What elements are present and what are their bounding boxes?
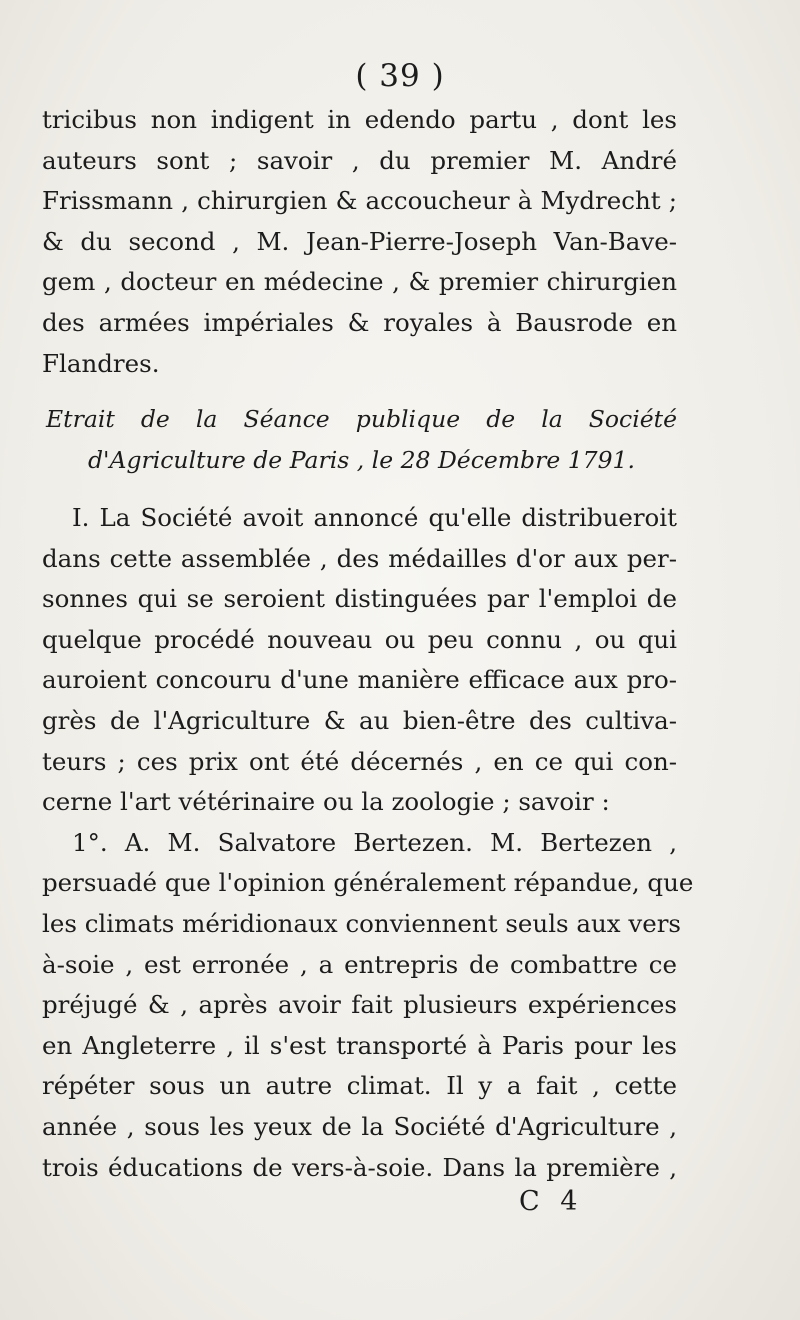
extrait-heading bbox=[46, 399, 677, 480]
text-line: Flandres. bbox=[42, 348, 160, 378]
text-line: gem , docteur en médecine , & premier chirurgien bbox=[42, 267, 677, 297]
text-line: auroient concouru d'une manière efficace aux pro- bbox=[42, 665, 677, 695]
text-line: répéter sous un autre climat. Il y a fait , cette bbox=[42, 1071, 677, 1101]
text-line: grès de l'Agriculture & au bien-être des cultiva- bbox=[42, 705, 677, 735]
text-line: I. La Société avoit annoncé qu'elle distribueroit bbox=[72, 503, 677, 532]
text-line: 1°. A. M. Salvatore Bertezen. M. Bertezen , bbox=[72, 827, 677, 857]
text-line: des armées impériales & royales à Bausrode en bbox=[42, 307, 677, 337]
text-line: auteurs sont ; savoir , du premier M. André bbox=[42, 145, 677, 175]
text-line: à-soie , est erronée , a entrepris de combattre ce bbox=[42, 949, 677, 979]
page-number: ( 39 ) bbox=[355, 58, 445, 94]
text-line: Frissmann , chirurgien & accoucheur à Mydrecht ; bbox=[42, 186, 677, 216]
text-line: trois éducations de vers-à-soie. Dans la première , bbox=[42, 1152, 677, 1182]
text-line: en Angleterre , il s'est transporté à Paris pour les bbox=[42, 1030, 677, 1060]
text-line: sonnes qui se seroient distinguées par l'emploi de bbox=[42, 584, 677, 614]
signature-mark: C 4 bbox=[519, 1186, 584, 1217]
paragraph-continuation bbox=[42, 100, 677, 384]
text-line: cerne l'art vétérinaire ou la zoologie ; savoir : bbox=[42, 787, 610, 817]
text-line: préjugé & , après avoir fait plusieurs expériences bbox=[42, 990, 677, 1020]
text-line: les climats méridionaux conviennent seuls aux vers bbox=[42, 908, 682, 938]
text-line: quelque procédé nouveau ou peu connu , ou qui bbox=[42, 624, 677, 654]
text-line: année , sous les yeux de la Société d'Agriculture , bbox=[42, 1111, 677, 1141]
text-line: teurs ; ces prix ont été décernés , en ce qui con- bbox=[42, 746, 677, 776]
body-paragraph bbox=[42, 498, 694, 1188]
heading-line: d'Agriculture de Paris , le 28 Décembre 1791. bbox=[88, 445, 635, 474]
heading-line: Etrait de la Séance publique de la Société bbox=[46, 405, 677, 433]
text-line: persuadé que l'opinion généralement répandue, que bbox=[42, 868, 694, 898]
text-line: dans cette assemblée , des médailles d'or aux per- bbox=[42, 543, 677, 573]
text-line: tricibus non indigent in edendo partu , dont les bbox=[42, 105, 677, 134]
text-line: & du second , M. Jean-Pierre-Joseph Van-Bave- bbox=[42, 226, 677, 256]
